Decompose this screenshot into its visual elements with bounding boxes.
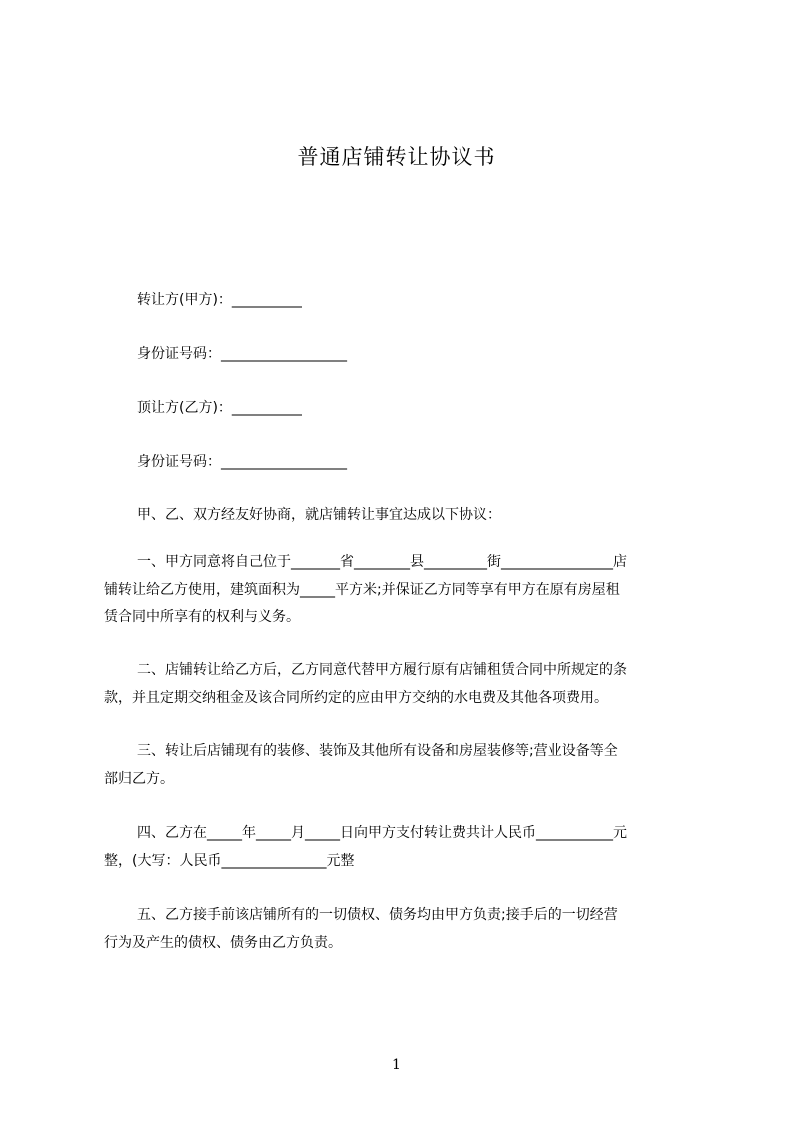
clause-line: 三、转让后店铺现有的装修、装饰及其他所有设备和房屋装修等;营业设备等全: [137, 743, 618, 759]
clause-5: [104, 902, 700, 957]
page-number: 1: [392, 1057, 401, 1073]
clause-line: 五、乙方接手前该店铺所有的一切债权、债务均由甲方负责;接手后的一切经营: [137, 907, 618, 923]
clause-1: [104, 549, 700, 632]
clause-3: [104, 738, 700, 793]
party-a-id-field: 身份证号码：__________________: [137, 346, 347, 362]
clause-line: 行为及产生的债权、债务由乙方负责。: [104, 934, 342, 951]
clause-line: 二、店铺转让给乙方后，乙方同意代替甲方履行原有店铺租赁合同中所规定的条: [137, 662, 627, 678]
clause-4: [104, 820, 700, 875]
clause-line: 整，(大写：人民币_______________元整: [104, 852, 355, 869]
clause-line: 铺转让给乙方使用，建筑面积为_____平方米;并保证乙方同等享有甲方在原有房屋租: [104, 581, 620, 598]
intro-text: 甲、乙、双方经友好协商，就店铺转让事宜达成以下协议：: [137, 507, 501, 523]
clause-2: [104, 657, 700, 712]
party-b-id-field: 身份证号码：__________________: [137, 454, 347, 470]
clause-line: 一、甲方同意将自己位于_______省________县_________街________________店: [137, 554, 627, 570]
clause-line: 部归乙方。: [104, 770, 174, 787]
clause-line: 四、乙方在_____年_____月_____日向甲方支付转让费共计人民币___________元: [137, 825, 627, 841]
party-b-field: 顶让方(乙方)：__________: [137, 400, 302, 416]
clause-line: 赁合同中所享有的权利与义务。: [104, 609, 300, 625]
party-a-field: 转让方(甲方)：__________: [137, 292, 302, 308]
document-title: 普通店铺转让协议书: [297, 145, 496, 169]
clause-line: 款，并且定期交纳租金及该合同所约定的应由甲方交纳的水电费及其他各项费用。: [104, 689, 608, 706]
